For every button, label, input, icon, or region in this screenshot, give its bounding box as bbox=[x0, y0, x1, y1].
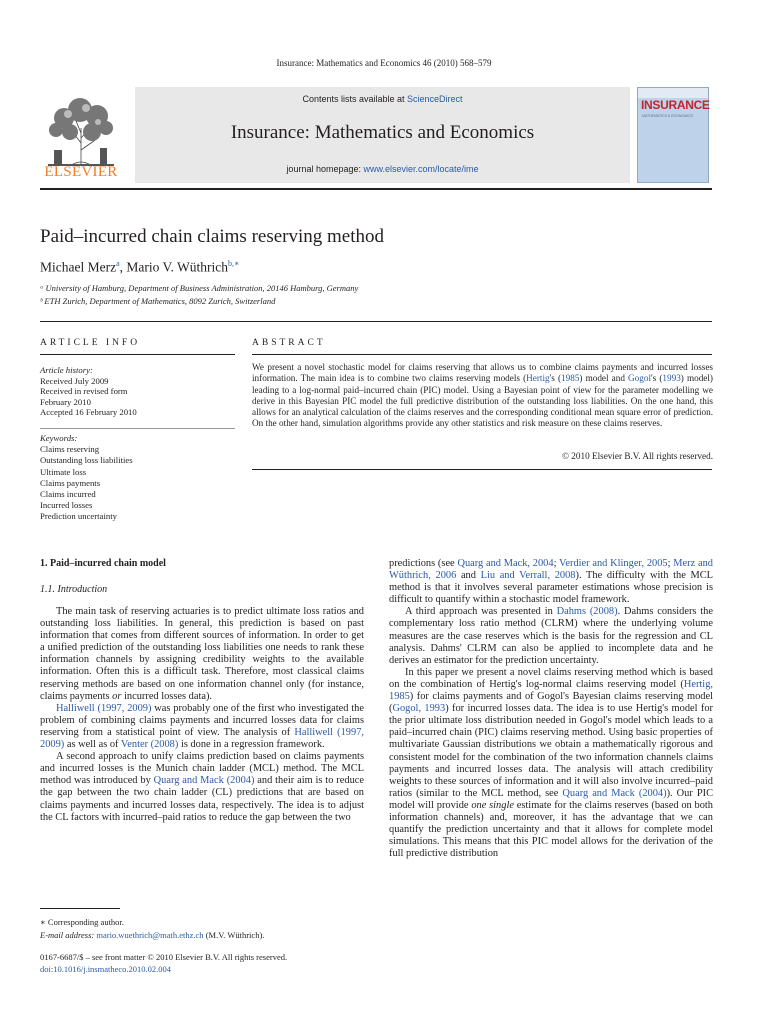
keywords-rule bbox=[40, 428, 235, 429]
citation-link[interactable]: (1997, 2009) bbox=[94, 702, 152, 714]
article-title: Paid–incurred chain claims reserving method bbox=[40, 226, 385, 247]
paragraph-text: ). The difficulty with the MCL method is that it involves several parameter estimations whose precision is difficult to quantify within a stochastic model framework. bbox=[389, 570, 713, 606]
email-link[interactable]: mario.wuethrich@math.ethz.ch bbox=[96, 930, 204, 940]
affiliation-ref[interactable]: a bbox=[116, 259, 120, 268]
paragraph bbox=[389, 558, 713, 606]
abstract-rule bbox=[252, 354, 712, 355]
header-rule bbox=[40, 188, 712, 190]
keyword: Claims reserving bbox=[40, 444, 100, 455]
history-item: Received in revised form bbox=[40, 386, 128, 396]
body-right-column bbox=[389, 558, 713, 860]
author-separator: , bbox=[119, 259, 127, 275]
paragraph bbox=[40, 703, 364, 751]
footnote bbox=[40, 916, 370, 942]
corresponding-author-note: ∗ Corresponding author. bbox=[40, 917, 124, 927]
section-heading: 1. Paid–incurred chain model bbox=[40, 558, 166, 569]
citation-link[interactable]: Liu and Verrall, 2008 bbox=[480, 570, 576, 582]
citation-link[interactable]: Quarg and Mack, 2004 bbox=[457, 558, 554, 569]
keyword: Claims payments bbox=[40, 477, 101, 488]
emphasis-text: or bbox=[112, 690, 122, 702]
citation-link[interactable]: Quarg and Mack bbox=[153, 775, 224, 787]
email-label: E-mail address: bbox=[40, 930, 95, 940]
history-item: Accepted 16 February 2010 bbox=[40, 407, 137, 417]
email-line bbox=[40, 929, 370, 942]
author-name: Mario V. Wüthrich bbox=[126, 259, 229, 275]
author-list bbox=[40, 259, 239, 276]
affiliation-ref[interactable]: b,∗ bbox=[228, 259, 240, 268]
keyword: Claims incurred bbox=[40, 489, 96, 500]
cover-title: INSURANCE bbox=[641, 98, 710, 112]
paragraph-text: . Dahms considers the complementary loss ratio method (CLRM) where the underlying volume measures are the case reserves which is the basis for the regression and CL analysis. Dahms' CLRM can also be applied to incomplete data and he derives an estimator for the prediction uncertainty. bbox=[389, 606, 713, 666]
paragraph-text: A second approach to unify claims prediction based on claims payments and incurred losses is the Munich chain ladder (MCL) method. The MCL method was introduced by bbox=[40, 751, 364, 787]
keyword: Prediction uncertainty bbox=[40, 511, 117, 522]
paragraph-text: predictions (see bbox=[389, 558, 458, 569]
homepage-prefix: journal homepage: bbox=[286, 164, 364, 174]
affiliation-b: ᵇ ETH Zurich, Department of Mathematics, 8092 Zurich, Switzerland bbox=[40, 296, 276, 306]
citation-link[interactable]: Hertig bbox=[526, 373, 550, 384]
homepage-link[interactable]: www.elsevier.com/locate/ime bbox=[363, 164, 479, 174]
history-label: Article history: bbox=[40, 365, 93, 375]
paragraph-text: ) for incurred losses data. The idea is to use Hertig's model for the prior ultimate loss distribution needed in Gogol's model which leads to a paid–incurred chain (PIC) claims reserving method. Using basic properties of multivariate Gaussian distributions we obtain a mathematically rigorous and consistent model for the combination of the two information channels claims payments and incurred losses data. The analysis will attach credibility weights to these sources of information and it will also involve incurred–paid ratios (similar to the MCL method, see bbox=[389, 703, 713, 799]
paragraph-text: ) for claims payments and of Gogol's Bayesian claims reserving model ( bbox=[389, 691, 713, 715]
doi-link[interactable]: doi:10.1016/j.insmatheco.2010.02.004 bbox=[40, 964, 172, 974]
email-suffix: (M.V. Wüthrich). bbox=[203, 930, 265, 940]
paragraph-text: estimate for the claims reserves (based on both information channels) and, moreover, it has the advantage that we can quantify the prediction uncertainty and that it allows for complete model simulations. This means that this PIC model allows for the derivation of the full predictive distribution bbox=[389, 799, 714, 860]
elsevier-wordmark: ELSEVIER bbox=[44, 164, 118, 180]
paragraph bbox=[40, 751, 364, 824]
paragraph-text: and their aim is to reduce the gap between the two chain ladder (CL) predictions that are based on claims payments and incurred losses data, respectively. The idea is to adjust the CL factors with incurred–paid ratios to reduce the gap between the two bbox=[40, 775, 364, 823]
article-history bbox=[40, 365, 240, 418]
paragraph-text: In this paper we present a novel claims reserving method which is based on the combination of Hertig's log-normal claims reserving model ( bbox=[389, 666, 713, 690]
cover-top-band bbox=[638, 88, 708, 98]
abstract-text: 's ( bbox=[651, 373, 663, 384]
issn-line: 0167-6687/$ – see front matter © 2010 Elsevier B.V. All rights reserved. bbox=[40, 952, 288, 962]
citation-link[interactable]: 1993 bbox=[662, 373, 681, 384]
keywords-label: Keywords: bbox=[40, 433, 78, 443]
abstract-text: 's ( bbox=[549, 373, 562, 384]
paragraph bbox=[389, 606, 713, 666]
history-item: Received July 2009 bbox=[40, 375, 109, 386]
citation-link[interactable]: Halliwell bbox=[294, 726, 334, 738]
affiliation-a: ᵃ University of Hamburg, Department of Business Administration, 20146 Hamburg, Germany bbox=[40, 283, 359, 293]
subsection-heading: 1.1. Introduction bbox=[40, 584, 108, 595]
journal-title: Insurance: Mathematics and Economics bbox=[230, 122, 535, 143]
paragraph-text: as well as of bbox=[64, 739, 121, 751]
keyword: Incurred losses bbox=[40, 500, 93, 511]
journal-reference: Insurance: Mathematics and Economics 46 (2010) 568–579 bbox=[276, 58, 492, 68]
issn-block bbox=[40, 951, 287, 975]
citation-link[interactable]: Halliwell bbox=[56, 702, 95, 714]
paragraph-text: The main task of reserving actuaries is to predict ultimate loss ratios and outstanding loss liabilities. In general, this prediction is based on past information that comes from different sources of information. In order to get a unified prediction of the outstanding loss liabilities one needs to rank these information channels by assigning credibility weights to the available information. Often this is a difficult task. Therefore, most classical claims reserving methods are based on one information channel only (for instance, claims payments bbox=[40, 606, 364, 702]
homepage-line bbox=[135, 164, 630, 174]
section-rule bbox=[40, 321, 712, 322]
keyword: Outstanding loss liabilities bbox=[40, 455, 133, 466]
paragraph bbox=[389, 667, 713, 861]
contents-prefix: Contents lists available at bbox=[302, 94, 408, 104]
abstract-heading: ABSTRACT bbox=[252, 338, 326, 348]
citation-link[interactable]: (2004) bbox=[223, 775, 255, 787]
citation-link[interactable]: (2008) bbox=[148, 739, 179, 751]
abstract-text: ) model and bbox=[579, 373, 629, 384]
citation-link[interactable]: Gogol bbox=[628, 373, 652, 384]
abstract-copyright: © 2010 Elsevier B.V. All rights reserved. bbox=[562, 451, 713, 461]
citation-link[interactable]: Dahms bbox=[556, 606, 587, 618]
citation-link[interactable]: (2008) bbox=[586, 606, 618, 618]
paragraph-text: ; bbox=[553, 558, 560, 569]
abstract-text: We present a novel stochastic model for claims reserving that allows us to combine claims payments and incurred losses information. The main idea is to combine two claims reserving models ( bbox=[252, 362, 713, 384]
paragraph-text: ). Our PIC model will provide bbox=[389, 787, 713, 811]
article-info-rule bbox=[40, 354, 235, 355]
contents-line bbox=[135, 94, 630, 104]
citation-link[interactable]: Verdier and Klinger, 2005 bbox=[559, 558, 668, 569]
citation-link[interactable]: (2004) bbox=[634, 787, 667, 799]
abstract-bottom-rule bbox=[252, 469, 712, 470]
article-info-heading: ARTICLE INFO bbox=[40, 338, 141, 348]
abstract-body bbox=[252, 362, 713, 430]
emphasis-text: one single bbox=[471, 799, 514, 811]
citation-link[interactable]: Venter bbox=[120, 739, 149, 751]
citation-link[interactable]: Quarg and Mack bbox=[562, 787, 635, 799]
citation-link[interactable]: Hertig, 1985 bbox=[389, 678, 713, 703]
paragraph-text: and bbox=[456, 570, 481, 582]
paragraph-text: A third approach was presented in bbox=[405, 606, 557, 618]
paragraph-text: was probably one of the first who investigated the problem of combining claims payments and incurred losses data for claims reserving from a statistical point of view. The analysis of bbox=[40, 702, 364, 738]
paragraph-text: is done in a regression framework. bbox=[178, 739, 325, 751]
paragraph-text: incurred losses data). bbox=[121, 690, 213, 702]
footnote-rule bbox=[40, 908, 120, 909]
cover-subtitle: MATHEMATICS & ECONOMICS bbox=[642, 114, 693, 118]
citation-link[interactable]: Gogol, 1993 bbox=[392, 703, 446, 715]
paragraph bbox=[40, 606, 364, 703]
abstract-text: ) model) leading to a log-normal paid–incurred chain (PIC) model. Using a Bayesian point of view for the parameter modelling we derive in this Bayesian PIC model the full predictive distribution of the outstanding loss liabilities. On the one hand, this allows for an analytical calculation of the claims reserves and the corresponding conditional mean square error of prediction. On the other hand, simulation algorithms provide any other statistics and risk measure on these claims reserves. bbox=[252, 373, 713, 429]
citation-link[interactable]: Merz and Wüthrich, 2006 bbox=[389, 558, 713, 582]
sciencedirect-link[interactable]: ScienceDirect bbox=[407, 94, 463, 104]
paragraph-text: ; bbox=[667, 558, 674, 569]
keyword: Ultimate loss bbox=[40, 466, 87, 477]
keywords-list bbox=[40, 433, 240, 523]
body-left-column bbox=[40, 606, 364, 824]
history-item: February 2010 bbox=[40, 396, 91, 407]
journal-cover-image bbox=[637, 87, 709, 183]
citation-link[interactable]: 1985 bbox=[561, 373, 580, 384]
author-name: Michael Merz bbox=[40, 259, 117, 275]
citation-link[interactable]: (1997, 2009) bbox=[40, 726, 364, 751]
